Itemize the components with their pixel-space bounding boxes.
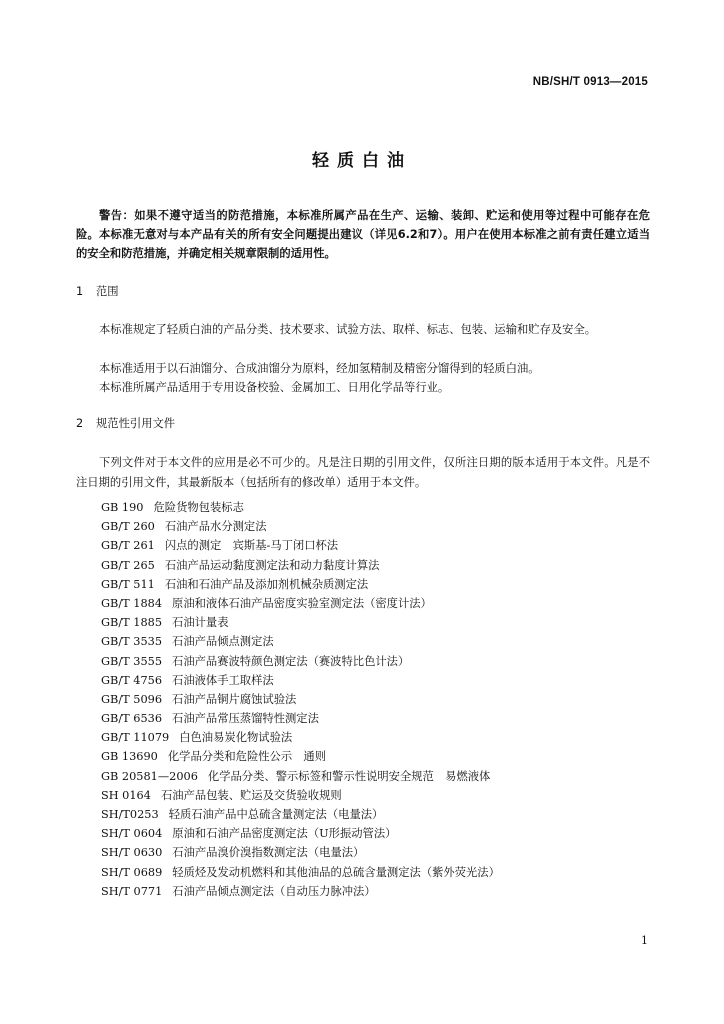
reference-title: 闪点的测定 宾斯基-马丁闭口杯法 (164, 539, 339, 553)
reference-code: GB/T 260 (101, 520, 155, 534)
section-1-heading (76, 283, 119, 299)
reference-title: 石油产品倾点测定法 (172, 635, 274, 649)
reference-title: 化学品分类、警示标签和警示性说明安全规范 易燃液体 (207, 769, 491, 783)
document-title: 轻质白油 (312, 151, 412, 171)
reference-item (101, 575, 500, 594)
reference-title: 石油产品溴价溴指数测定法（电量法） (172, 846, 365, 860)
reference-code: GB/T 261 (101, 539, 155, 553)
reference-code: SH/T 0689 (101, 865, 163, 879)
reference-item (101, 690, 500, 709)
reference-code: SH/T 0604 (101, 827, 163, 841)
reference-item (101, 498, 500, 517)
reference-title: 石油产品包装、贮运及交货验收规则 (160, 788, 342, 802)
reference-item (101, 882, 500, 901)
reference-item (101, 632, 500, 651)
reference-code: GB/T 511 (101, 577, 155, 591)
reference-item (101, 536, 500, 555)
reference-item (101, 671, 500, 690)
reference-code: GB/T 3535 (101, 635, 163, 649)
reference-title: 轻质烃及发动机燃料和其他油品的总硫含量测定法（紫外荧光法） (172, 865, 500, 879)
reference-title: 石油产品倾点测定法（自动压力脉冲法） (172, 884, 376, 898)
reference-title: 石油计量表 (172, 616, 229, 630)
reference-code: GB 190 (101, 501, 144, 514)
reference-title: 白色油易炭化物试验法 (179, 731, 293, 745)
reference-code: GB 20581—2006 (101, 769, 198, 783)
reference-item (101, 594, 500, 613)
reference-title: 轻质石油产品中总硫含量测定法（电量法） (168, 808, 384, 821)
reference-code: GB/T 5096 (101, 692, 163, 706)
warning-paragraph: 警告：如果不遵守适当的防范措施，本标准所属产品在生产、运输、装卸、贮运和使用等过程中可能存在危险。本标准无意对与本产品有关的所有安全问题提出建议（详见6.2和7）。用户在使用本标准之前有责任建立适当的安全和防范措施，并确定相关规章限制的适用性。 (76, 209, 650, 260)
reference-list (101, 498, 500, 901)
reference-item (101, 747, 500, 766)
reference-item (101, 863, 500, 882)
scope-paragraph-2: 本标准适用于以石油馏分、合成油馏分为原料，经加氢精制及精密分馏得到的轻质白油。 (99, 362, 540, 375)
standard-code: NB/SH/T 0913—2015 (532, 76, 648, 88)
reference-code: GB/T 3555 (101, 654, 163, 668)
reference-code: GB/T 11079 (101, 731, 170, 745)
reference-title: 化学品分类和危险性公示 通则 (167, 750, 327, 764)
reference-code: GB/T 4756 (101, 673, 163, 687)
reference-item (101, 767, 500, 786)
reference-code: SH/T 0771 (101, 884, 163, 898)
reference-item (101, 652, 500, 671)
reference-title: 石油产品铜片腐蚀试验法 (172, 692, 297, 706)
reference-item (101, 613, 500, 632)
section-2-number: 2 (76, 417, 84, 430)
reference-item (101, 556, 500, 575)
section-2-heading (76, 415, 175, 431)
scope-paragraph-1: 本标准规定了轻质白油的产品分类、技术要求、试验方法、取样、标志、包装、运输和贮存及安全。 (99, 323, 597, 336)
reference-code: GB/T 265 (101, 558, 155, 572)
reference-code: GB/T 6536 (101, 712, 163, 726)
reference-title: 原油和液体石油产品密度实验室测定法（密度计法） (172, 596, 432, 610)
section-2-title: 规范性引用文件 (96, 417, 176, 430)
reference-code: GB 13690 (101, 750, 158, 764)
section-1-title: 范围 (96, 285, 119, 298)
reference-item (101, 824, 500, 843)
reference-code: SH/T 0630 (101, 846, 163, 860)
reference-title: 石油产品赛波特颜色测定法（赛波特比色计法） (172, 654, 410, 668)
reference-code: SH/T0253 (101, 808, 159, 821)
reference-title: 石油产品常压蒸馏特性测定法 (172, 712, 319, 726)
page-number: 1 (641, 934, 648, 947)
reference-code: SH 0164 (101, 788, 151, 802)
reference-title: 危险货物包装标志 (153, 501, 244, 514)
reference-code: GB/T 1884 (101, 596, 163, 610)
reference-code: GB/T 1885 (101, 616, 163, 630)
references-intro: 下列文件对于本文件的应用是必不可少的。凡是注日期的引用文件，仅所注日期的版本适用于本文件。凡是不注日期的引用文件，其最新版本（包括所有的修改单）适用于本文件。 (76, 456, 650, 489)
reference-item (101, 709, 500, 728)
reference-item (101, 805, 500, 824)
reference-item (101, 517, 500, 536)
scope-paragraph-3: 本标准所属产品适用于专用设备校验、金属加工、日用化学品等行业。 (99, 381, 450, 394)
reference-item (101, 843, 500, 862)
reference-title: 石油产品水分测定法 (164, 520, 267, 534)
reference-title: 石油和石油产品及添加剂机械杂质测定法 (164, 577, 369, 591)
reference-item (101, 786, 500, 805)
reference-title: 石油液体手工取样法 (172, 673, 274, 687)
reference-item (101, 728, 500, 747)
reference-title: 原油和石油产品密度测定法（U形振动管法） (172, 827, 397, 841)
reference-title: 石油产品运动黏度测定法和动力黏度计算法 (164, 558, 380, 572)
section-1-number: 1 (76, 285, 84, 298)
